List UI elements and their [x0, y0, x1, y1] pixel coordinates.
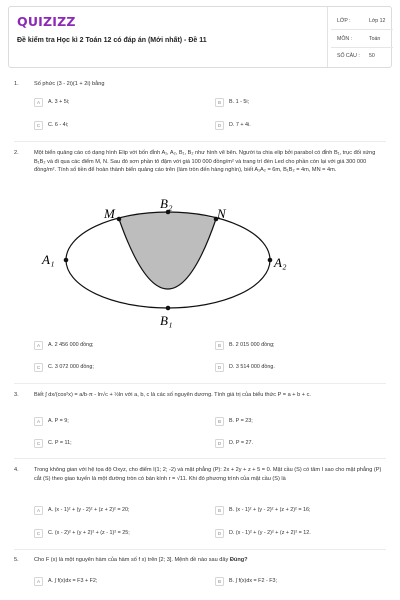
option-text: D. P = 27.: [229, 440, 254, 446]
subject-value: Toán: [369, 36, 381, 42]
class-label: LỚP :: [337, 18, 351, 24]
option-a[interactable]: [34, 576, 199, 588]
subject-label: MÔN :: [337, 36, 352, 42]
option-letter: C: [34, 529, 43, 538]
option-text: A. (x - 1)² + (y - 2)² + (z + 2)² = 20;: [48, 507, 130, 513]
option-a[interactable]: [34, 416, 199, 428]
question-number: 5.: [14, 557, 19, 563]
question-text-plain: Cho F (x) là một nguyên hàm của hàm số f x) trên [2; 3]. Mệnh đề nào sau đây: [34, 557, 230, 563]
option-letter: B: [215, 98, 224, 107]
option-text: A. 2 456 000 đồng;: [48, 342, 94, 348]
question-divider: [14, 383, 386, 384]
option-letter: C: [34, 121, 43, 130]
class-value: Lớp 12: [369, 18, 386, 24]
question-text: Số phức (3 - 2i)(1 + 2i) bằng: [34, 81, 105, 87]
question-text-emphasis: Đúng?: [229, 557, 248, 563]
header-divider: [327, 7, 328, 67]
option-letter: D: [215, 529, 224, 538]
option-text: A. P = 9;: [48, 418, 69, 424]
option-c[interactable]: [34, 438, 199, 450]
question-number: 2.: [14, 150, 19, 156]
option-letter: B: [215, 577, 224, 586]
option-text: B. ∫ f(x)dx = F2 - F3;: [229, 578, 278, 584]
option-text: B. P = 23;: [229, 418, 253, 424]
option-text: C. 6 - 4i;: [48, 122, 69, 128]
question-number: 4.: [14, 467, 19, 473]
option-text: C. (x - 2)² + (y + 2)² + (z - 1)² = 25;: [48, 530, 130, 536]
option-letter: C: [34, 363, 43, 372]
page-title: Đề kiểm tra Học kì 2 Toán 12 có đáp án (Mới nhất) - Đề 11: [17, 37, 207, 44]
option-letter: B: [215, 506, 224, 515]
option-text: C. P = 11;: [48, 440, 72, 446]
option-text: D. 3 514 000 đồng.: [229, 364, 275, 370]
option-letter: D: [215, 121, 224, 130]
ellipse-figure: [30, 194, 305, 330]
option-letter: D: [215, 439, 224, 448]
option-b[interactable]: [215, 97, 380, 109]
label-a2: A₂: [274, 255, 287, 270]
question-text: Một biển quảng cáo có dạng hình Elip với bốn đỉnh A₁, A₂, B₁, B₂ như hình vẽ bên. Người ta chia elip bởi parabol có đỉnh B₁, trục đối xứng B₁B₂ và đi qua các điểm M, N. Sau đó sơn phần tô đậm với giá 100 000 đồng/m² và trang trí đèn Led cho phần còn lại với giá 300 000 đồng/m². Tính số tiền để hoàn thành biển quảng cáo trên (làm tròn đến hàng nghìn), biết A₁A₂ = 6m, B₁B₂ = 4m, MN = 4m.: [34, 150, 376, 174]
point-b1: [166, 306, 171, 311]
option-letter: B: [215, 341, 224, 350]
option-d[interactable]: [215, 120, 380, 132]
option-a[interactable]: [34, 505, 199, 517]
meta-separator: [331, 29, 393, 30]
meta-separator: [331, 47, 393, 48]
option-letter: A: [34, 98, 43, 107]
question-text: [34, 556, 386, 565]
question-text: Biết ∫ dx/(cos²x) = a/b·π - ln√c + ½ln với a, b, c là các số nguyên dương. Tính giá trị của biểu thức P = a + b + c.: [34, 392, 311, 398]
option-d[interactable]: [215, 438, 380, 450]
question-text: Trong không gian với hệ tọa độ Oxyz, cho điểm I(1; 2; -2) và mặt phẳng (P): 2x + 2y + z + 5 = 0. Mặt cầu (S) có tâm I sao cho mặt phẳng (P) cắt (S) theo giao tuyến là một đường tròn có bán kính r = √11. Khi đó phương trình của mặt cầu (S) là: [34, 467, 382, 482]
option-letter: D: [215, 363, 224, 372]
option-d[interactable]: [215, 528, 380, 540]
option-text: B. (x - 1)² + (y - 2)² + (z + 2)² = 16;: [229, 507, 311, 513]
point-m: [117, 217, 122, 222]
question-number: 1.: [14, 81, 19, 87]
option-letter: A: [34, 417, 43, 426]
label-b2: B₂: [160, 196, 173, 211]
label-a1: A₁: [42, 252, 55, 267]
option-text: B. 1 - 5i;: [229, 99, 250, 105]
header-card: [8, 6, 392, 68]
quizizz-logo[interactable]: QUIZIZZ: [17, 14, 76, 29]
option-b[interactable]: [215, 340, 380, 352]
option-text: A. ∫ f(x)dx = F3 + F2;: [48, 578, 98, 584]
option-letter: C: [34, 439, 43, 448]
question-count-value: 50: [369, 53, 375, 59]
option-letter: A: [34, 577, 43, 586]
option-a[interactable]: [34, 97, 199, 109]
question-number: 3.: [14, 392, 19, 398]
label-n: N: [217, 206, 226, 221]
option-text: C. 3 072 000 đồng;: [48, 364, 94, 370]
question-divider: [14, 141, 386, 142]
question-divider: [14, 549, 386, 550]
option-c[interactable]: [34, 362, 199, 374]
label-b1: B₁: [160, 313, 173, 328]
point-a1: [64, 258, 69, 263]
option-b[interactable]: [215, 416, 380, 428]
option-c[interactable]: [34, 528, 199, 540]
option-d[interactable]: [215, 362, 380, 374]
parabola-shaded-region: [119, 212, 216, 290]
option-a[interactable]: [34, 340, 199, 352]
option-text: D. (x - 1)² + (y - 2)² + (z + 2)² = 12.: [229, 530, 311, 536]
question-count-label: SỐ CÂU :: [337, 53, 360, 59]
option-c[interactable]: [34, 120, 199, 132]
option-b[interactable]: [215, 576, 380, 588]
label-m: M: [104, 206, 115, 221]
option-text: B. 2 015 000 đồng;: [229, 342, 275, 348]
option-b[interactable]: [215, 505, 380, 517]
option-text: A. 3 + 5i;: [48, 99, 70, 105]
option-letter: B: [215, 417, 224, 426]
option-text: D. 7 + 4i.: [229, 122, 251, 128]
point-a2: [268, 258, 273, 263]
question-divider: [14, 458, 386, 459]
option-letter: A: [34, 341, 43, 350]
option-letter: A: [34, 506, 43, 515]
